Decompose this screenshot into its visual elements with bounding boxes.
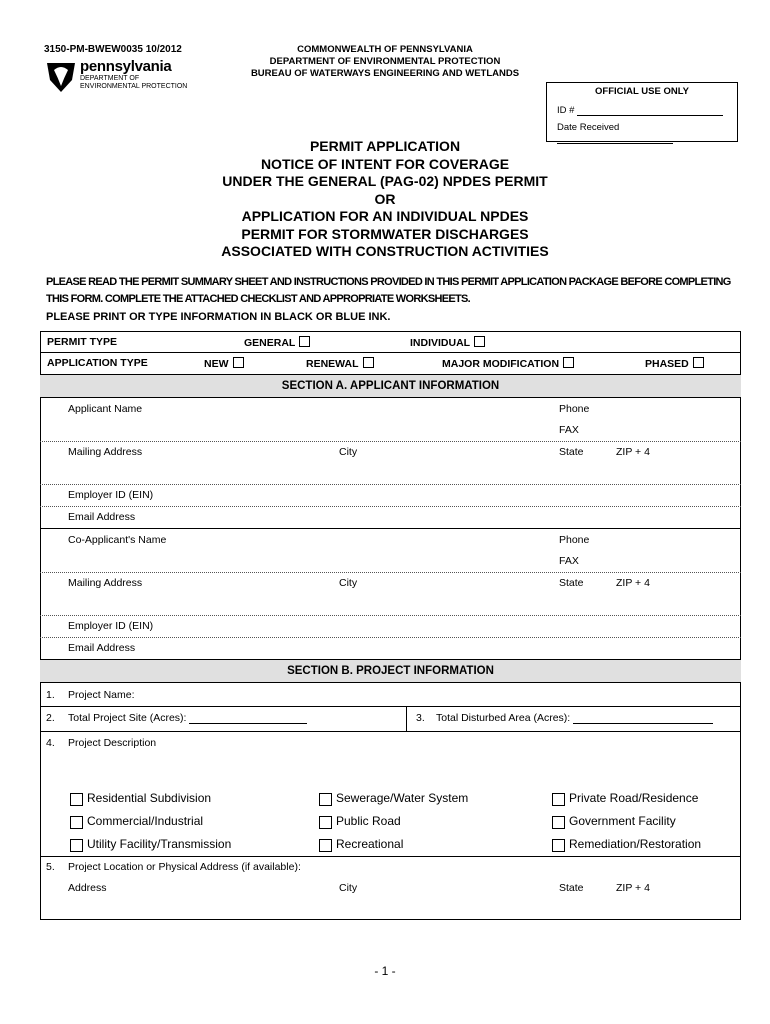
logo-name: pennsylvania — [80, 58, 172, 75]
general-label: GENERAL — [244, 337, 296, 349]
co-zip-label: ZIP + 4 — [616, 577, 650, 589]
title-line: OR — [374, 190, 396, 207]
id-field[interactable] — [577, 105, 723, 116]
divider — [40, 441, 741, 442]
divider — [40, 856, 741, 857]
divider — [40, 572, 741, 573]
item-number: 3. — [416, 712, 425, 724]
project-description-label: Project Description — [68, 737, 157, 749]
co-applicant-name-label: Co-Applicant's Name — [68, 534, 167, 546]
co-city-label: City — [339, 577, 358, 589]
id-label: ID # — [557, 105, 575, 116]
item-number: 5. — [46, 861, 55, 873]
private-road-label: Private Road/Residence — [569, 791, 699, 805]
app-type-new — [204, 357, 244, 370]
divider — [40, 706, 741, 707]
project-zip-label: ZIP + 4 — [616, 882, 650, 894]
public-road-checkbox[interactable] — [319, 816, 332, 829]
logo-dept: DEPARTMENT OF ENVIRONMENTAL PROTECTION — [80, 75, 188, 90]
individual-checkbox[interactable] — [474, 336, 485, 347]
title-line: PERMIT APPLICATION — [309, 138, 461, 154]
sewerage-label: Sewerage/Water System — [336, 791, 469, 805]
title-line: ASSOCIATED WITH CONSTRUCTION ACTIVITIES — [221, 243, 549, 259]
co-phone-label: Phone — [559, 534, 590, 546]
remediation-checkbox[interactable] — [552, 839, 565, 852]
general-checkbox[interactable] — [299, 336, 310, 347]
co-ein-label: Employer ID (EIN) — [68, 620, 154, 632]
disturbed-area-label — [436, 712, 713, 724]
item-number: 2. — [46, 712, 55, 724]
official-use-title: OFFICIAL USE ONLY — [595, 86, 689, 97]
co-email-label: Email Address — [68, 642, 136, 654]
agency-block — [230, 44, 540, 80]
commercial-label: Commercial/Industrial — [87, 814, 204, 828]
zip-label: ZIP + 4 — [616, 446, 650, 458]
city-label: City — [339, 446, 358, 458]
commercial-checkbox[interactable] — [70, 816, 83, 829]
divider — [40, 637, 741, 638]
ink-note: PLEASE PRINT OR TYPE INFORMATION IN BLACK OR BLUE INK. — [46, 311, 391, 323]
divider — [406, 706, 407, 731]
disturbed-area-field[interactable] — [573, 713, 713, 724]
divider — [40, 615, 741, 616]
public-road-label: Public Road — [336, 814, 401, 828]
pa-logo-text — [80, 58, 200, 91]
fax-label: FAX — [559, 424, 579, 436]
permit-type-label: PERMIT TYPE — [47, 336, 118, 348]
divider — [40, 352, 741, 353]
instructions-text: PLEASE READ THE PERMIT SUMMARY SHEET AND INSTRUCTIONS PROVIDED IN THIS PERMIT APPLICATION PACKAGE BEFORE COMPLETING THIS FORM. COMPLETE THE ATTACHED CHECKLIST AND APPROPRIATE WORKSHEETS. — [46, 276, 731, 305]
major-mod-checkbox[interactable] — [563, 357, 574, 368]
sewerage-checkbox[interactable] — [319, 793, 332, 806]
agency-line: COMMONWEALTH OF PENNSYLVANIA — [297, 44, 473, 55]
email-label: Email Address — [68, 511, 136, 523]
renewal-checkbox[interactable] — [363, 357, 374, 368]
title-line: PERMIT FOR STORMWATER DISCHARGES — [241, 225, 529, 242]
remediation-label: Remediation/Restoration — [569, 837, 702, 851]
application-type-label: APPLICATION TYPE — [47, 357, 148, 369]
project-city-label: City — [339, 882, 358, 894]
project-state-label: State — [559, 882, 584, 894]
divider — [40, 506, 741, 507]
divider — [40, 731, 741, 732]
mailing-address-label: Mailing Address — [68, 446, 143, 458]
pa-keystone-logo-icon — [44, 60, 78, 94]
official-use-box — [546, 82, 738, 142]
agency-line: DEPARTMENT OF ENVIRONMENTAL PROTECTION — [269, 56, 501, 67]
new-checkbox[interactable] — [233, 357, 244, 368]
project-name-label: Project Name: — [68, 689, 135, 701]
applicant-name-label: Applicant Name — [68, 403, 143, 415]
government-label: Government Facility — [569, 814, 676, 828]
utility-checkbox[interactable] — [70, 839, 83, 852]
major-mod-label: MAJOR MODIFICATION — [442, 358, 560, 370]
permit-type-general — [244, 336, 310, 349]
title-line: APPLICATION FOR AN INDIVIDUAL NPDES — [241, 208, 529, 224]
app-type-renewal — [306, 357, 374, 370]
project-address-label: Address — [68, 882, 107, 894]
total-site-field[interactable] — [189, 713, 307, 724]
permit-type-individual — [410, 336, 485, 349]
divider — [40, 484, 741, 485]
residential-checkbox[interactable] — [70, 793, 83, 806]
recreational-checkbox[interactable] — [319, 839, 332, 852]
state-label: State — [559, 446, 584, 458]
project-location-label: Project Location or Physical Address (if available): — [68, 861, 301, 873]
new-label: NEW — [204, 358, 229, 370]
form-code: 3150-PM-BWEW0035 10/2012 — [44, 44, 182, 55]
recreational-label: Recreational — [336, 837, 404, 851]
item-number: 4. — [46, 737, 55, 749]
individual-label: INDIVIDUAL — [410, 337, 471, 349]
section-b-header: SECTION B. PROJECT INFORMATION — [40, 660, 741, 682]
co-fax-label: FAX — [559, 555, 579, 567]
phone-label: Phone — [559, 403, 590, 415]
residential-label: Residential Subdivision — [87, 791, 212, 805]
title-line: UNDER THE GENERAL (PAG-02) NPDES PERMIT — [222, 173, 548, 189]
total-site-text: Total Project Site (Acres): — [68, 712, 187, 724]
co-state-label: State — [559, 577, 584, 589]
agency-line: BUREAU OF WATERWAYS ENGINEERING AND WETLANDS — [250, 68, 520, 79]
divider — [40, 528, 741, 529]
co-mailing-address-label: Mailing Address — [68, 577, 143, 589]
ein-label: Employer ID (EIN) — [68, 489, 154, 501]
app-type-major-mod — [442, 357, 574, 370]
app-type-phased — [645, 357, 704, 370]
private-road-checkbox[interactable] — [552, 793, 565, 806]
date-received-label: Date Received — [557, 122, 620, 133]
phased-checkbox[interactable] — [693, 357, 704, 368]
disturbed-area-text: Total Disturbed Area (Acres): — [436, 712, 571, 724]
total-site-label — [68, 712, 307, 724]
government-checkbox[interactable] — [552, 816, 565, 829]
divider — [40, 397, 741, 398]
divider — [40, 682, 741, 683]
title-line: NOTICE OF INTENT FOR COVERAGE — [260, 155, 510, 172]
document-title — [150, 138, 620, 261]
utility-label: Utility Facility/Transmission — [87, 837, 232, 851]
item-number: 1. — [46, 689, 55, 701]
page-number: - 1 - — [374, 964, 396, 978]
section-a-header: SECTION A. APPLICANT INFORMATION — [40, 375, 741, 397]
phased-label: PHASED — [645, 358, 689, 370]
renewal-label: RENEWAL — [306, 358, 359, 370]
